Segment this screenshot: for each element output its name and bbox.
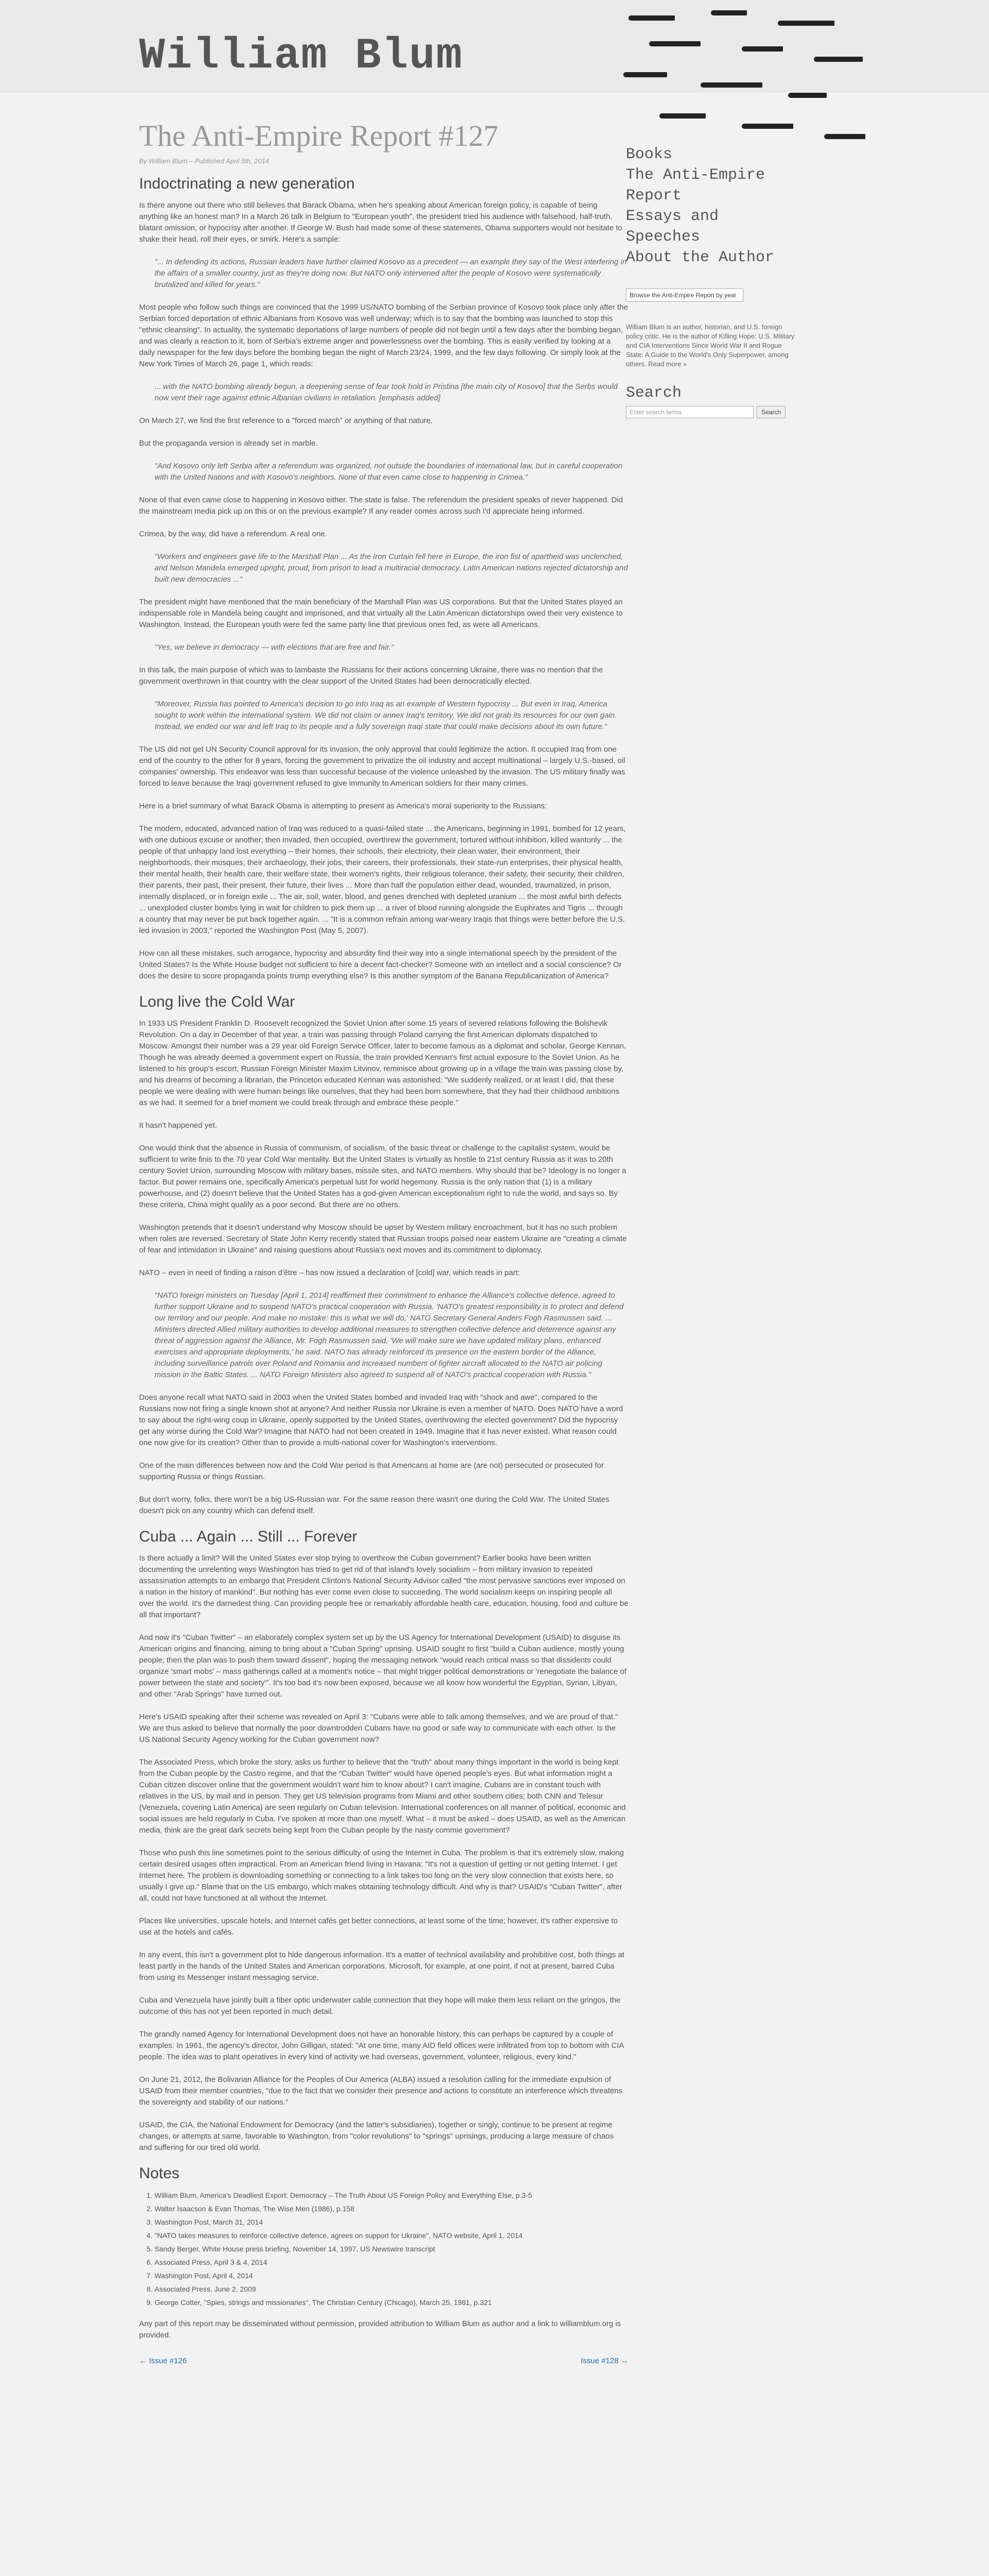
paragraph: Cuba and Venezuela have jointly built a fiber optic underwater cable connection that they hope will make them less reliant on the gringos, the outcome of this has not yet been reported in much detail. xyxy=(139,1996,621,2016)
search-form xyxy=(626,406,796,418)
notes-heading: Notes xyxy=(139,2165,180,2182)
paragraph: The president might have mentioned that the main beneficiary of the Marshall Plan was US corporations. But that the United States played an indispensable role in Mandela being caught and imprisoned, and that virtually all the Latin American dictatorships owed their very existence to Washington. Instead, the European youth were fed the same party line that previous ones fed, as were all Americans. xyxy=(139,598,623,629)
sidebar-nav xyxy=(626,144,796,268)
paragraph: Is there actually a limit? Will the United States ever stop trying to overthrow the Cuban government? Earlier books have been written documenting the unrelenting ways Washington has tried to get rid of that island's lovely socialism – from military invasion to repeated assassination attempts to an embargo that President Clinton's National Security Advisor called "the most pervasive sanctions ever imposed on a nation in the history of mankind". But nothing has ever come even close to succeeding. The world socialism keeps on inspiring people all over the world. It's the darnedest thing. Can providing people free or remarkably affordable health care, education, housing, food and culture be all that important? xyxy=(139,1554,628,1619)
quote: "Moreover, Russia has pointed to America's decision to go into Iraq as an example of Western hypocrisy ... But even in Iraq, America sought to work within the international system. We did not claim or annex Iraq's territory. We did not grab its resources for our own gain. Instead, we ended our war and left Iraq to its people and a fully sovereign Iraqi state that could make decisions about its own future." xyxy=(155,700,617,731)
post-navigation xyxy=(139,2357,628,2365)
paragraph: USAID, the CIA, the National Endowment for Democracy (and the latter's subsidiaries), together or singly, continue to be present at regime changes, or attempts at same, favorable to Washington, from "color revolutions" to "springs" uprisings, producing a large measure of chaos and suffering for our tired old world. xyxy=(139,2121,614,2152)
quote: "Yes, we believe in democracy — with elections that are free and fair." xyxy=(155,643,394,652)
site-title[interactable]: William Blum xyxy=(139,32,463,81)
next-issue-link[interactable]: Issue #128 → xyxy=(581,2357,628,2365)
paragraph: But the propaganda version is already set in marble. xyxy=(139,439,318,448)
paragraph: And now it's "Cuban Twitter" – an elaborately complex system set up by the US Agency for International Development (USAID) to disguise its American origins and financing, aiming to bring about a "Cuban Spring" uprising. USAID sought to first "build a Cuban audience, mostly young people; then the plan was to push them toward dissent", hoping the messaging network "would reach critical mass so that dissidents could organize 'smart mobs' – mass gatherings called at a moment's notice – that might trigger political demonstrations or 'renegotiate the balance of power between the state and society'". It's too bad it's now been exposed, because we all know how wonderful the Egyptian, Syrian, Libyan, and other "Arab Springs" have turned out. xyxy=(139,1633,627,1699)
paragraph: But don't worry, folks, there won't be a big US-Russian war. For the same reason there wasn't one during the Cold War. The United States doesn't pick on any country which can defend itself. xyxy=(139,1495,609,1515)
note-item: 5. Sandy Berger, White House press briefing, November 14, 1997, US Newswire transcript xyxy=(155,2243,628,2255)
paragraph: One would think that the absence in Russia of communism, of socialism, of the basic threat or challenge to the capitalist system, would be sufficient to write finis to the 70 year Cold War mentality. But the United States is virtually as hostile to 21st century Russia as it was to 20th century Soviet Union, surrounding Moscow with military bases, missile sites, and NATO members. Why should that be? Ideology is no longer a factor. But power remains one, specifically America's perpetual lust for world hegemony. Russia is the only nation that (1) is a military powerhouse, and (2) doesn't believe that the United States has a god-given American exceptionalism right to rule the world, and says so. By these criteria, China might qualify as a poor second. But there are no others. xyxy=(139,1144,626,1209)
paragraph: The Associated Press, which broke the story, asks us further to believe that the "truth" about many things important in the world is being kept from the Cuban people by the Castro regime, and that the "Cuban Twitter" would have opened people's eyes. But what information might a Cuban citizen discover online that the government wouldn't want him to know about? I can't imagine. Cubans are in constant touch with relatives in the US, by mail and in person. They get US television programs from Miami and other southern cities; both CNN and Telesur (Venezuela, covering Latin America) are seen regularly on Cuban television. International conferences on all manner of political, economic and social issues are held regularly in Cuba. I've spoken at more than one myself. What – it must be asked – does USAID, as well as the American media, think are the great dark secrets being kept from the Cuban people by the nasty commie government? xyxy=(139,1758,626,1835)
section-heading: Cuba ... Again ... Still ... Forever xyxy=(139,1528,357,1545)
quote: "... In defending its actions, Russian leaders have further claimed Kosovo as a precedent — an example they say of the West interfering in the affairs of a smaller country, just as they're doing now. But NATO only intervened after the people of Kosovo were systematically brutalized and killed for years." xyxy=(155,258,627,289)
paragraph: One of the main differences between now and the Cold War period is that Americans at home are (are not) persecuted or prosecuted for supporting Russia or things Russian. xyxy=(139,1461,604,1481)
note-item: 6. Associated Press, April 3 & 4, 2014 xyxy=(155,2257,628,2268)
paragraph: Most people who follow such things are convinced that the 1999 US/NATO bombing of the Serbian province of Kosovo took place only after the Serbian forced deportation of ethnic Albanians from Kosovo was well underway; which is to say that the bombing was launched to stop this "ethnic cleansing". In actuality, the systematic deportations of large numbers of people did not begin until a few days after the bombing began, and was clearly a reaction to it, born of Serbia's extreme anger and powerlessness over the bombing. This is easily verified by looking at a daily newspaper for the few days before the bombing began the night of March 23/24, 1999, and the few days following. Or simply look at the New York Times of March 26, page 1, which reads: xyxy=(139,303,628,368)
paragraph: NATO – even in need of finding a raison d'être – has now issued a declaration of [cold] war, which reads in part: xyxy=(139,1268,520,1277)
note-item: 1. William Blum, America's Deadliest Export: Democracy – The Truth About US Foreign Policy and Everything Else, p.3-5 xyxy=(155,2190,628,2201)
quote: "And Kosovo only left Serbia after a referendum was organized, not outside the boundaries of international law, but in careful cooperation with the United Nations and with Kosovo's neighbors. None of that even came close to happening in Crimea." xyxy=(155,462,623,482)
note-item: 8. Associated Press, June 2, 2009 xyxy=(155,2283,628,2295)
note-item: 3. Washington Post, March 31, 2014 xyxy=(155,2216,628,2228)
sidebar-link[interactable]: Books xyxy=(626,146,673,163)
quote: "Workers and engineers gave life to the Marshall Plan ... As the Iron Curtain fell here in Europe, the iron fist of apartheid was unclenched, and Nelson Mandela emerged upright, proud, from prison to lead a multiracial democracy. Latin American nations rejected dictatorship and built new democracies ..." xyxy=(155,552,628,584)
section-heading: Indoctrinating a new generation xyxy=(139,175,355,192)
main-content xyxy=(139,108,628,2386)
paragraph: In 1933 US President Franklin D. Roosevelt recognized the Soviet Union after some 15 years of severed relations following the Bolshevik Revolution. On a day in December of that year, a train was passing through Poland carrying the first American diplomats dispatched to Moscow. Amongst their number was a 29 year old Foreign Service Officer, later to become famous as a diplomat and scholar, George Kennan. Though he was already deemed a government expert on Russia, the train provided Kennan's first actual exposure to the Soviet Union. As he listened to his group's escort, Russian Foreign Minister Maxim Litvinov, reminisce about growing up in a village the train was passing close by, and his dreams of becoming a librarian, the Princeton educated Kennan was astonished: "We suddenly realized, or at least I did, that these people we were dealing with were human beings like ourselves, that they had been born somewhere, that they had their childhood ambitions as we had. It seemed for a brief moment we could break through and embrace these people." xyxy=(139,1019,626,1107)
sidebar xyxy=(626,144,796,418)
paragraph: Is there anyone out there who still believes that Barack Obama, when he's speaking about American foreign policy, is capable of being anything like an honest man? In a March 26 talk in Belgium to "European youth", the president tried his audience with falsehood, half-truth, blatant omission, or hypocrisy after another. If George W. Bush had made some of these statements, Obama supporters would not hesitate to shake their head, roll their eyes, or smirk. Here's a sample: xyxy=(139,201,622,244)
sidebar-link[interactable]: The Anti-Empire Report xyxy=(626,166,765,205)
paragraph: Here is a brief summary of what Barack Obama is attempting to present as America's moral superiority to the Russians: xyxy=(139,802,547,810)
article-body xyxy=(139,175,628,2154)
paragraph: The modern, educated, advanced nation of Iraq was reduced to a quasi-failed state ... the Americans, beginning in 1991, bombed for 12 years, with one dubious excuse or another; then invaded, then occupied, overthrew the government, tortured without inhibition, killed wantonly ... the people of that unhappy land lost everything – their homes, their schools, their electricity, their clean water, their environment, their neighborhoods, their mosques, their archaeology, their jobs, their careers, their professionals, their state-run enterprises, their physical health, their mental health, their health care, their welfare state, their women's rights, their religious tolerance, their safety, their security, their children, their parents, their past, their present, their future, their lives ... More than half the population either dead, wounded, traumatized, in prison, internally displaced, or in foreign exile ... The air, soil, water, blood, and genes drenched with depleted uranium ... the most awful birth defects ... unexploded cluster bombs lying in wait for children to pick them up ... a river of blood running alongside the Euphrates and Tigris ... through a country that may never be put back together again. ... "It is a common refrain among war-weary Iraqis that things were better before the U.S. led invasion in 2003," reported the Washington Post (May 5, 2007). xyxy=(139,824,626,935)
note-item: 7. Washington Post, April 4, 2014 xyxy=(155,2270,628,2281)
paragraph: The US did not get UN Security Council approval for its invasion, the only approval that could legitimize the action. It occupied Iraq from one end of the country to the other for 8 years, forcing the government to privatize the oil industry and accept multinational – largely U.S.-based, oil companies' ownership. This endeavor was less than successful because of the violence unleashed by the invasion. The US military finally was forced to leave because the Iraqi government refused to give immunity to American soldiers for their many crimes. xyxy=(139,745,625,788)
paragraph: The grandly named Agency for International Development does not have an honorable history, this can perhaps be captured by a couple of examples: In 1961, the agency's director, John Gilligan, stated: "At one time, many AID field offices were infiltrated from top to bottom with CIA people. The idea was to plant operatives in every kind of activity we had overseas, government, volunteer, religious, every kind." xyxy=(139,2030,624,2061)
note-item: 4. "NATO takes measures to reinforce collective defence, agrees on support for Ukraine", NATO website, April 1, 2014 xyxy=(155,2230,628,2241)
note-item: 2. Walter Isaacson & Evan Thomas, The Wise Men (1986), p.158 xyxy=(155,2203,628,2214)
quote: ... with the NATO bombing already begun, a deepening sense of fear took hold in Pristina [the main city of Kosovo] that the Serbs would now vent their rage against ethnic Albanian civilians in retaliation. [emphasis added] xyxy=(155,382,618,402)
post-title[interactable]: The Anti-Empire Report #127 xyxy=(139,119,499,152)
year-select[interactable]: Browse the Anti-Empire Report by year xyxy=(626,289,743,302)
paragraph: In this talk, the main purpose of which was to lambaste the Russians for their actions concerning Ukraine, there was no mention that the government overthrown in that country with the clear support of the United States had been democratically elected. xyxy=(139,666,603,686)
site-header xyxy=(0,0,989,93)
paragraph: Does anyone recall what NATO said in 2003 when the United States bombed and invaded Iraq with "shock and awe", compared to the Russians now not firing a single known shot at anyone? And neither Russia nor Ukraine is even a member of NATO. Does NATO have a word to say about the right-wing coup in Ukraine, openly supported by the United States, overthrowing the elected government? Did the hypocrisy get any worse during the Cold War? Imagine that NATO had not been created in 1949. Imagine that it has never existed. What reason could one now give for its creation? Other than to provide a multi-national cover for Washington's interventions. xyxy=(139,1393,623,1447)
paragraph: Those who push this line sometimes point to the serious difficulty of using the Internet in Cuba. The problem is that it's extremely slow, making certain desired usages often impractical. From an American friend living in Havana: "It's not a question of getting or not getting Internet. I get Internet here. The problem is downloading something or connecting to a link takes too long on the very slow connection that exists here, so usually I give up." Blame that on the US embargo, which makes obtaining technology difficult. And why is that? USAID's "Cuban Twitter", after all, could not have functioned at all without the Internet. xyxy=(139,1849,624,1903)
search-heading: Search xyxy=(626,384,682,402)
prev-issue-link[interactable]: ← Issue #126 xyxy=(139,2357,187,2365)
sidebar-link[interactable]: About the Author xyxy=(626,249,775,266)
search-button[interactable]: Search xyxy=(757,406,786,418)
paragraph: In any event, this isn't a government plot to hide dangerous information. It's a matter of technical availability and prohibitive cost, both things at least partly in the hands of the United States and American corporations. Microsoft, for example, at one point, if not at present, barred Cuba from using its Messenger instant messaging service. xyxy=(139,1951,625,1982)
note-item: 9. George Cotter, "Spies, strings and missionaries", The Christian Century (Chicago), March 25, 1981, p.321 xyxy=(155,2297,628,2308)
notes-list xyxy=(155,2190,628,2308)
paragraph: How can all these mistakes, such arrogance, hypocrisy and absurdity find their way into a single international speech by the president of the United States? Is the White House budget not sufficient to hire a decent fact-checker? Someone with an intellect and a social conscience? Or does the desire to score propaganda points trump everything else? Is this another symptom of the Banana Republicanization of America? xyxy=(139,949,622,980)
sidebar-link[interactable]: Essays and Speeches xyxy=(626,208,719,246)
section-heading: Long live the Cold War xyxy=(139,993,295,1010)
quote: "NATO foreign ministers on Tuesday [April 1, 2014] reaffirmed their commitment to enhance the Alliance's collective defence, agreed to further support Ukraine and to suspend NATO's practical cooperation with Russia. 'NATO's greatest responsibility is to protect and defend our territory and our people. And make no mistake: this is what we will do,' NATO Secretary General Anders Fogh Rasmussen said. ... Ministers directed Allied military authorities to develop additional measures to strengthen collective defence and deterrence against any threat of aggression against the Alliance, Mr. Fogh Rasmussen said. 'We will make sure we have updated military plans, enhanced exercises and appropriate deployments,' he said. NATO has already reinforced its presence on the eastern border of the Alliance, including surveillance patrols over Poland and Romania and increased numbers of fighter aircraft allocated to the NATO air policing mission in the Baltic States. ... NATO Foreign Ministers also agreed to suspend all of NATO's practical cooperation with Russia." xyxy=(155,1291,624,1379)
paragraph: On June 21, 2012, the Bolivarian Alliance for the Peoples of Our America (ALBA) issued a resolution calling for the immediate expulsion of USAID from their member countries, "due to the fact that we consider their presence and actions to constitute an interference which threatens the sovereignty and stability of our nations." xyxy=(139,2075,623,2107)
paragraph: Washington pretends that it doesn't understand why Moscow should be upset by Western military encroachment, but it has no such problem when roles are reversed. Secretary of State John Kerry recently stated that Russian troops poised near eastern Ukraine are "creating a climate of fear and intimidation in Ukraine" and raising questions about Russia's next moves and its commitment to diplomacy. xyxy=(139,1223,627,1255)
paragraph: Crimea, by the way, did have a referendum. A real one. xyxy=(139,530,327,538)
search-input[interactable]: Enter search terms xyxy=(626,406,754,418)
paragraph: Places like universities, upscale hotels, and Internet cafés get better connections, at least some of the time; however, it's rather expensive to use at the hotels and cafés. xyxy=(139,1917,618,1937)
paragraph: On March 27, we find the first reference to a "forced march" or anything of that nature. xyxy=(139,416,433,425)
author-note: William Blum is an author, historian, and U.S. foreign policy critic. He is the author of Killing Hope: U.S. Military and CIA Interventions Since World War II and Rogue State: A Guide to the World's Only Superpower, among others. Read more » xyxy=(626,323,795,368)
paragraph: None of that even came close to happening in Kosovo either. The state is false. The referendum the president speaks of never happened. Did the mainstream media pick up on this or on the previous example? If any reader comes across such I'd appreciate being informed. xyxy=(139,496,623,516)
post-meta: By William Blum – Published April 5th, 2014 xyxy=(139,157,269,165)
footer-note: Any part of this report may be disseminated without permission, provided attribution to William Blum as author and a link to williamblum.org is provided. xyxy=(139,2319,621,2340)
paragraph: Here's USAID speaking after their scheme was revealed on April 3: "Cubans were able to talk among themselves, and we are proud of that." We are thus asked to believe that normally the poor downtrodden Cubans have no good or safe way to communicate with each other. Is the US National Security Agency working for the Cuban government now? xyxy=(139,1713,618,1744)
paragraph: It hasn't happened yet. xyxy=(139,1121,217,1130)
